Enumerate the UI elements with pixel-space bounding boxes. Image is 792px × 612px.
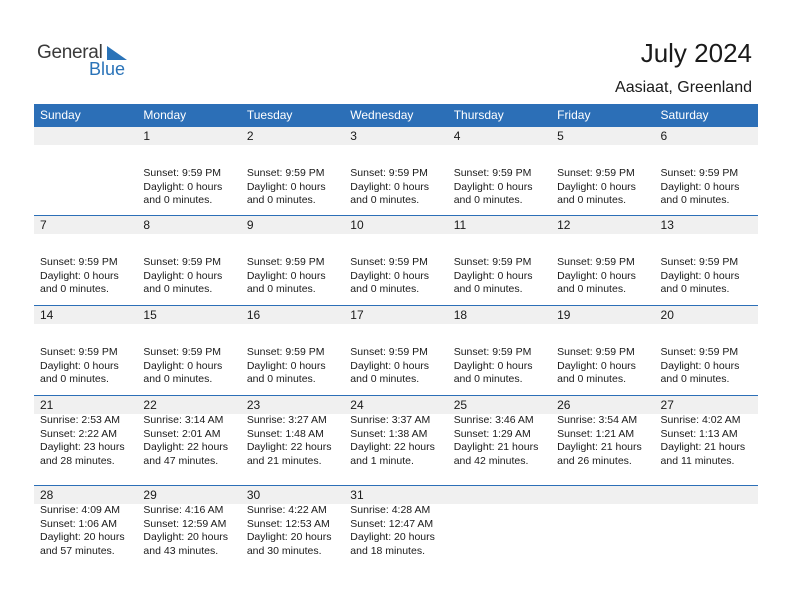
sun-info-line: and 0 minutes. [40, 283, 109, 296]
sun-info-line: Daylight: 20 hours [246, 531, 332, 544]
day-sun-info [661, 346, 740, 387]
sun-info-line: Sunset: 9:59 PM [40, 346, 118, 358]
sun-info-line: Sunrise: 3:54 AM [557, 414, 638, 426]
sun-info-line: and 26 minutes. [557, 454, 632, 467]
day-sun-info [40, 256, 119, 297]
sun-info-line: Daylight: 0 hours [453, 359, 533, 372]
brand-logo [37, 42, 137, 82]
location-subtitle: Aasiaat, Greenland [615, 79, 752, 96]
day-cell [137, 306, 240, 396]
day-number: 3 [350, 129, 357, 143]
sun-info-line: and 0 minutes. [660, 283, 730, 296]
sun-info-line: and 1 minute. [350, 454, 414, 467]
sun-info-line: Daylight: 0 hours [350, 269, 430, 282]
sun-info-line: Daylight: 0 hours [40, 269, 119, 282]
sun-info-line: Daylight: 0 hours [143, 359, 223, 372]
sun-info-line: and 0 minutes. [143, 194, 213, 207]
day-cell [344, 127, 447, 217]
sun-info-line: Sunset: 1:29 AM [453, 427, 531, 440]
sun-info-line: Daylight: 0 hours [350, 359, 430, 372]
day-cell [655, 486, 758, 576]
sun-info-line: Sunset: 9:59 PM [350, 167, 428, 179]
day-sun-info [143, 414, 228, 468]
sun-info-line: Daylight: 0 hours [557, 180, 636, 193]
day-number: 11 [453, 218, 467, 232]
weekday-wednesday: Wednesday [350, 108, 414, 122]
sun-info-line: Sunset: 9:59 PM [453, 167, 532, 179]
sun-info-line: and 21 minutes. [246, 454, 322, 467]
sun-info-line: Sunrise: 4:22 AM [246, 504, 327, 516]
sun-info-line: Sunset: 9:59 PM [350, 256, 428, 268]
day-sun-info [247, 167, 326, 208]
day-cell [241, 396, 344, 486]
sun-info-line: and 43 minutes. [143, 544, 219, 557]
sun-info-line: Sunset: 9:59 PM [660, 346, 739, 358]
sun-info-line: Sunset: 9:59 PM [143, 256, 222, 268]
day-cell [448, 486, 551, 576]
sun-info-line: Sunrise: 4:16 AM [143, 504, 224, 516]
sun-info-line: Sunset: 12:53 AM [246, 517, 330, 530]
calendar-week [34, 215, 758, 306]
day-cell [137, 216, 240, 306]
day-cell [34, 396, 137, 486]
day-number: 23 [246, 398, 261, 412]
sun-info-line: Sunset: 1:38 AM [350, 427, 428, 440]
day-number: 8 [143, 218, 151, 232]
calendar-week [34, 395, 758, 486]
day-sun-info [143, 346, 222, 387]
day-cell [137, 486, 240, 576]
day-number: 10 [350, 218, 364, 232]
sun-info-line: Daylight: 0 hours [660, 180, 740, 193]
sun-info-line: Daylight: 22 hours [143, 441, 229, 454]
sun-info-line: Daylight: 22 hours [350, 441, 435, 454]
sun-info-line: Sunset: 1:21 AM [557, 427, 635, 440]
sun-info-line: Sunrise: 4:02 AM [660, 414, 741, 426]
sun-info-line: Daylight: 0 hours [453, 269, 533, 282]
day-sun-info [454, 256, 533, 297]
weekday-thursday: Thursday [453, 108, 504, 122]
day-cell [551, 486, 654, 576]
sun-info-line: Sunset: 12:59 AM [143, 517, 227, 530]
day-number: 26 [557, 398, 571, 412]
weekday-tuesday: Tuesday [246, 108, 293, 122]
sun-info-line: Sunset: 1:48 AM [246, 427, 324, 440]
sun-info-line: and 0 minutes. [660, 373, 730, 386]
sun-info-line: and 0 minutes. [350, 373, 420, 386]
calendar-week [34, 485, 758, 576]
day-number: 1 [143, 129, 151, 143]
day-number: 19 [557, 308, 571, 322]
sun-info-line: and 0 minutes. [143, 373, 213, 386]
weekday-saturday: Saturday [660, 108, 709, 122]
sun-info-line: and 0 minutes. [557, 283, 626, 296]
day-cell [551, 306, 654, 396]
sun-info-line: Daylight: 0 hours [350, 180, 430, 193]
sun-info-line: Daylight: 0 hours [660, 269, 740, 282]
day-sun-info [247, 504, 332, 558]
day-sun-info [557, 414, 642, 468]
weekday-monday: Monday [143, 108, 187, 122]
sun-info-line: and 30 minutes. [246, 544, 322, 557]
sun-info-line: and 0 minutes. [557, 194, 626, 207]
sun-info-line: and 47 minutes. [143, 454, 219, 467]
sun-info-line: Sunrise: 4:28 AM [350, 504, 431, 516]
sun-info-line: and 0 minutes. [557, 373, 626, 386]
sun-info-line: Sunrise: 4:09 AM [40, 504, 120, 516]
sun-info-line: Daylight: 0 hours [246, 180, 326, 193]
day-number: 30 [246, 488, 261, 502]
sun-info-line: Sunrise: 3:46 AM [453, 414, 534, 426]
day-number: 5 [557, 129, 564, 143]
day-number: 12 [557, 218, 571, 232]
day-number: 21 [40, 398, 54, 412]
day-sun-info [454, 346, 533, 387]
sun-info-line: Sunset: 9:59 PM [40, 256, 118, 268]
day-cell [241, 127, 344, 217]
sun-info-line: Sunrise: 3:14 AM [143, 414, 224, 426]
sun-info-line: Daylight: 0 hours [660, 359, 740, 372]
sun-info-line: and 0 minutes. [350, 194, 420, 207]
day-sun-info [661, 256, 740, 297]
day-sun-info [40, 346, 119, 387]
day-cell [448, 306, 551, 396]
sun-info-line: and 0 minutes. [453, 283, 523, 296]
day-cell [655, 306, 758, 396]
sun-info-line: Daylight: 21 hours [660, 441, 746, 454]
day-sun-info [350, 256, 429, 297]
sun-info-line: Sunrise: 3:37 AM [350, 414, 431, 426]
calendar-week [34, 126, 758, 217]
day-number: 2 [246, 129, 254, 143]
day-cell [448, 127, 551, 217]
day-sun-info [557, 167, 636, 208]
sun-info-line: Sunset: 9:59 PM [143, 346, 222, 358]
day-number: 4 [453, 129, 461, 143]
day-number: 28 [40, 488, 54, 502]
sun-info-line: Sunset: 9:59 PM [246, 256, 325, 268]
day-sun-info [40, 504, 125, 558]
day-cell [344, 396, 447, 486]
sun-info-line: Sunset: 9:59 PM [246, 167, 325, 179]
day-number: 27 [660, 398, 674, 412]
day-number: 20 [660, 308, 674, 322]
sun-info-line: Sunset: 9:59 PM [660, 256, 739, 268]
sun-info-line: Daylight: 0 hours [246, 269, 326, 282]
day-number: 9 [246, 218, 254, 232]
day-sun-info [143, 504, 228, 558]
weekday-header [34, 104, 758, 126]
sun-info-line: and 57 minutes. [40, 544, 115, 557]
weekday-friday: Friday [557, 108, 591, 122]
sun-info-line: Daylight: 0 hours [143, 180, 223, 193]
sun-info-line: Sunrise: 2:53 AM [40, 414, 120, 426]
sun-info-line: Daylight: 0 hours [557, 359, 636, 372]
sun-info-line: Daylight: 21 hours [453, 441, 539, 454]
sun-info-line: Daylight: 0 hours [557, 269, 636, 282]
sun-info-line: Sunset: 9:59 PM [453, 346, 532, 358]
day-sun-info [454, 414, 539, 468]
sun-info-line: Sunset: 9:59 PM [557, 256, 635, 268]
day-cell [34, 486, 137, 576]
day-sun-info [247, 346, 326, 387]
day-cell [551, 396, 654, 486]
day-number: 7 [40, 218, 47, 232]
day-sun-info [350, 346, 429, 387]
day-number: 16 [246, 308, 261, 322]
day-cell [448, 216, 551, 306]
sun-info-line: Sunset: 2:22 AM [40, 427, 118, 440]
sun-info-line: and 42 minutes. [453, 454, 529, 467]
day-number: 25 [453, 398, 468, 412]
sun-info-line: and 28 minutes. [40, 454, 115, 467]
sun-info-line: and 0 minutes. [246, 373, 316, 386]
sun-info-line: and 0 minutes. [40, 373, 109, 386]
day-cell [241, 486, 344, 576]
sun-info-line: and 18 minutes. [350, 544, 425, 557]
day-number: 14 [40, 308, 54, 322]
day-sun-info [350, 414, 435, 468]
day-number: 6 [660, 129, 668, 143]
day-sun-info [557, 256, 636, 297]
day-sun-info [350, 167, 429, 208]
day-cell [655, 216, 758, 306]
day-cell [448, 396, 551, 486]
sun-info-line: Daylight: 0 hours [40, 359, 119, 372]
sun-info-line: and 0 minutes. [350, 283, 420, 296]
sun-info-line: Sunset: 9:59 PM [143, 167, 222, 179]
sun-info-line: Daylight: 0 hours [143, 269, 223, 282]
sun-info-line: and 0 minutes. [246, 194, 316, 207]
day-sun-info [661, 414, 746, 468]
sun-info-line: and 0 minutes. [660, 194, 730, 207]
sun-info-line: Sunset: 9:59 PM [350, 346, 428, 358]
day-cell [551, 216, 654, 306]
day-number: 17 [350, 308, 364, 322]
sun-info-line: and 0 minutes. [246, 283, 316, 296]
day-sun-info [350, 504, 435, 558]
sun-info-line: Daylight: 23 hours [40, 441, 125, 454]
day-number: 29 [143, 488, 157, 502]
day-cell [344, 216, 447, 306]
sun-info-line: and 0 minutes. [143, 283, 213, 296]
day-cell [655, 127, 758, 217]
day-cell [34, 306, 137, 396]
sun-info-line: Sunset: 2:01 AM [143, 427, 221, 440]
sun-info-line: Sunset: 9:59 PM [246, 346, 325, 358]
day-cell [34, 216, 137, 306]
page-title: July 2024 [640, 38, 752, 68]
day-number: 24 [350, 398, 364, 412]
day-sun-info [454, 167, 533, 208]
day-number: 13 [660, 218, 674, 232]
day-number: 22 [143, 398, 157, 412]
sun-info-line: Sunrise: 3:27 AM [246, 414, 327, 426]
sun-info-line: and 11 minutes. [660, 454, 735, 467]
sun-info-line: Sunset: 9:59 PM [453, 256, 532, 268]
calendar-week [34, 305, 758, 396]
sun-info-line: Daylight: 22 hours [246, 441, 332, 454]
day-cell [34, 127, 137, 217]
day-sun-info [143, 167, 222, 208]
day-sun-info [247, 414, 332, 468]
day-cell [344, 306, 447, 396]
day-number: 18 [453, 308, 468, 322]
sun-info-line: Sunset: 1:06 AM [40, 517, 118, 530]
day-sun-info [661, 167, 740, 208]
sun-info-line: Daylight: 20 hours [143, 531, 229, 544]
day-cell [551, 127, 654, 217]
day-sun-info [143, 256, 222, 297]
sun-info-line: Daylight: 21 hours [557, 441, 642, 454]
day-sun-info [557, 346, 636, 387]
day-sun-info [247, 256, 326, 297]
day-number: 15 [143, 308, 157, 322]
day-cell [655, 396, 758, 486]
sun-info-line: Sunset: 9:59 PM [557, 346, 635, 358]
sun-info-line: Daylight: 0 hours [453, 180, 533, 193]
day-cell [137, 127, 240, 217]
sun-info-line: Sunset: 12:47 AM [350, 517, 434, 530]
sun-info-line: Daylight: 20 hours [350, 531, 435, 544]
sun-info-line: and 0 minutes. [453, 373, 523, 386]
day-cell [344, 486, 447, 576]
sun-info-line: Daylight: 20 hours [40, 531, 125, 544]
sun-info-line: Sunset: 9:59 PM [557, 167, 635, 179]
sun-info-line: Daylight: 0 hours [246, 359, 326, 372]
day-cell [241, 216, 344, 306]
day-number: 31 [350, 488, 364, 502]
day-sun-info [40, 414, 125, 468]
sun-info-line: Sunset: 9:59 PM [660, 167, 739, 179]
logo-word-general: General [37, 42, 103, 63]
sun-info-line: and 0 minutes. [453, 194, 523, 207]
sun-info-line: Sunset: 1:13 AM [660, 427, 738, 440]
logo-word-blue: Blue [89, 59, 126, 79]
day-cell [241, 306, 344, 396]
day-cell [137, 396, 240, 486]
weekday-sunday: Sunday [40, 108, 81, 122]
